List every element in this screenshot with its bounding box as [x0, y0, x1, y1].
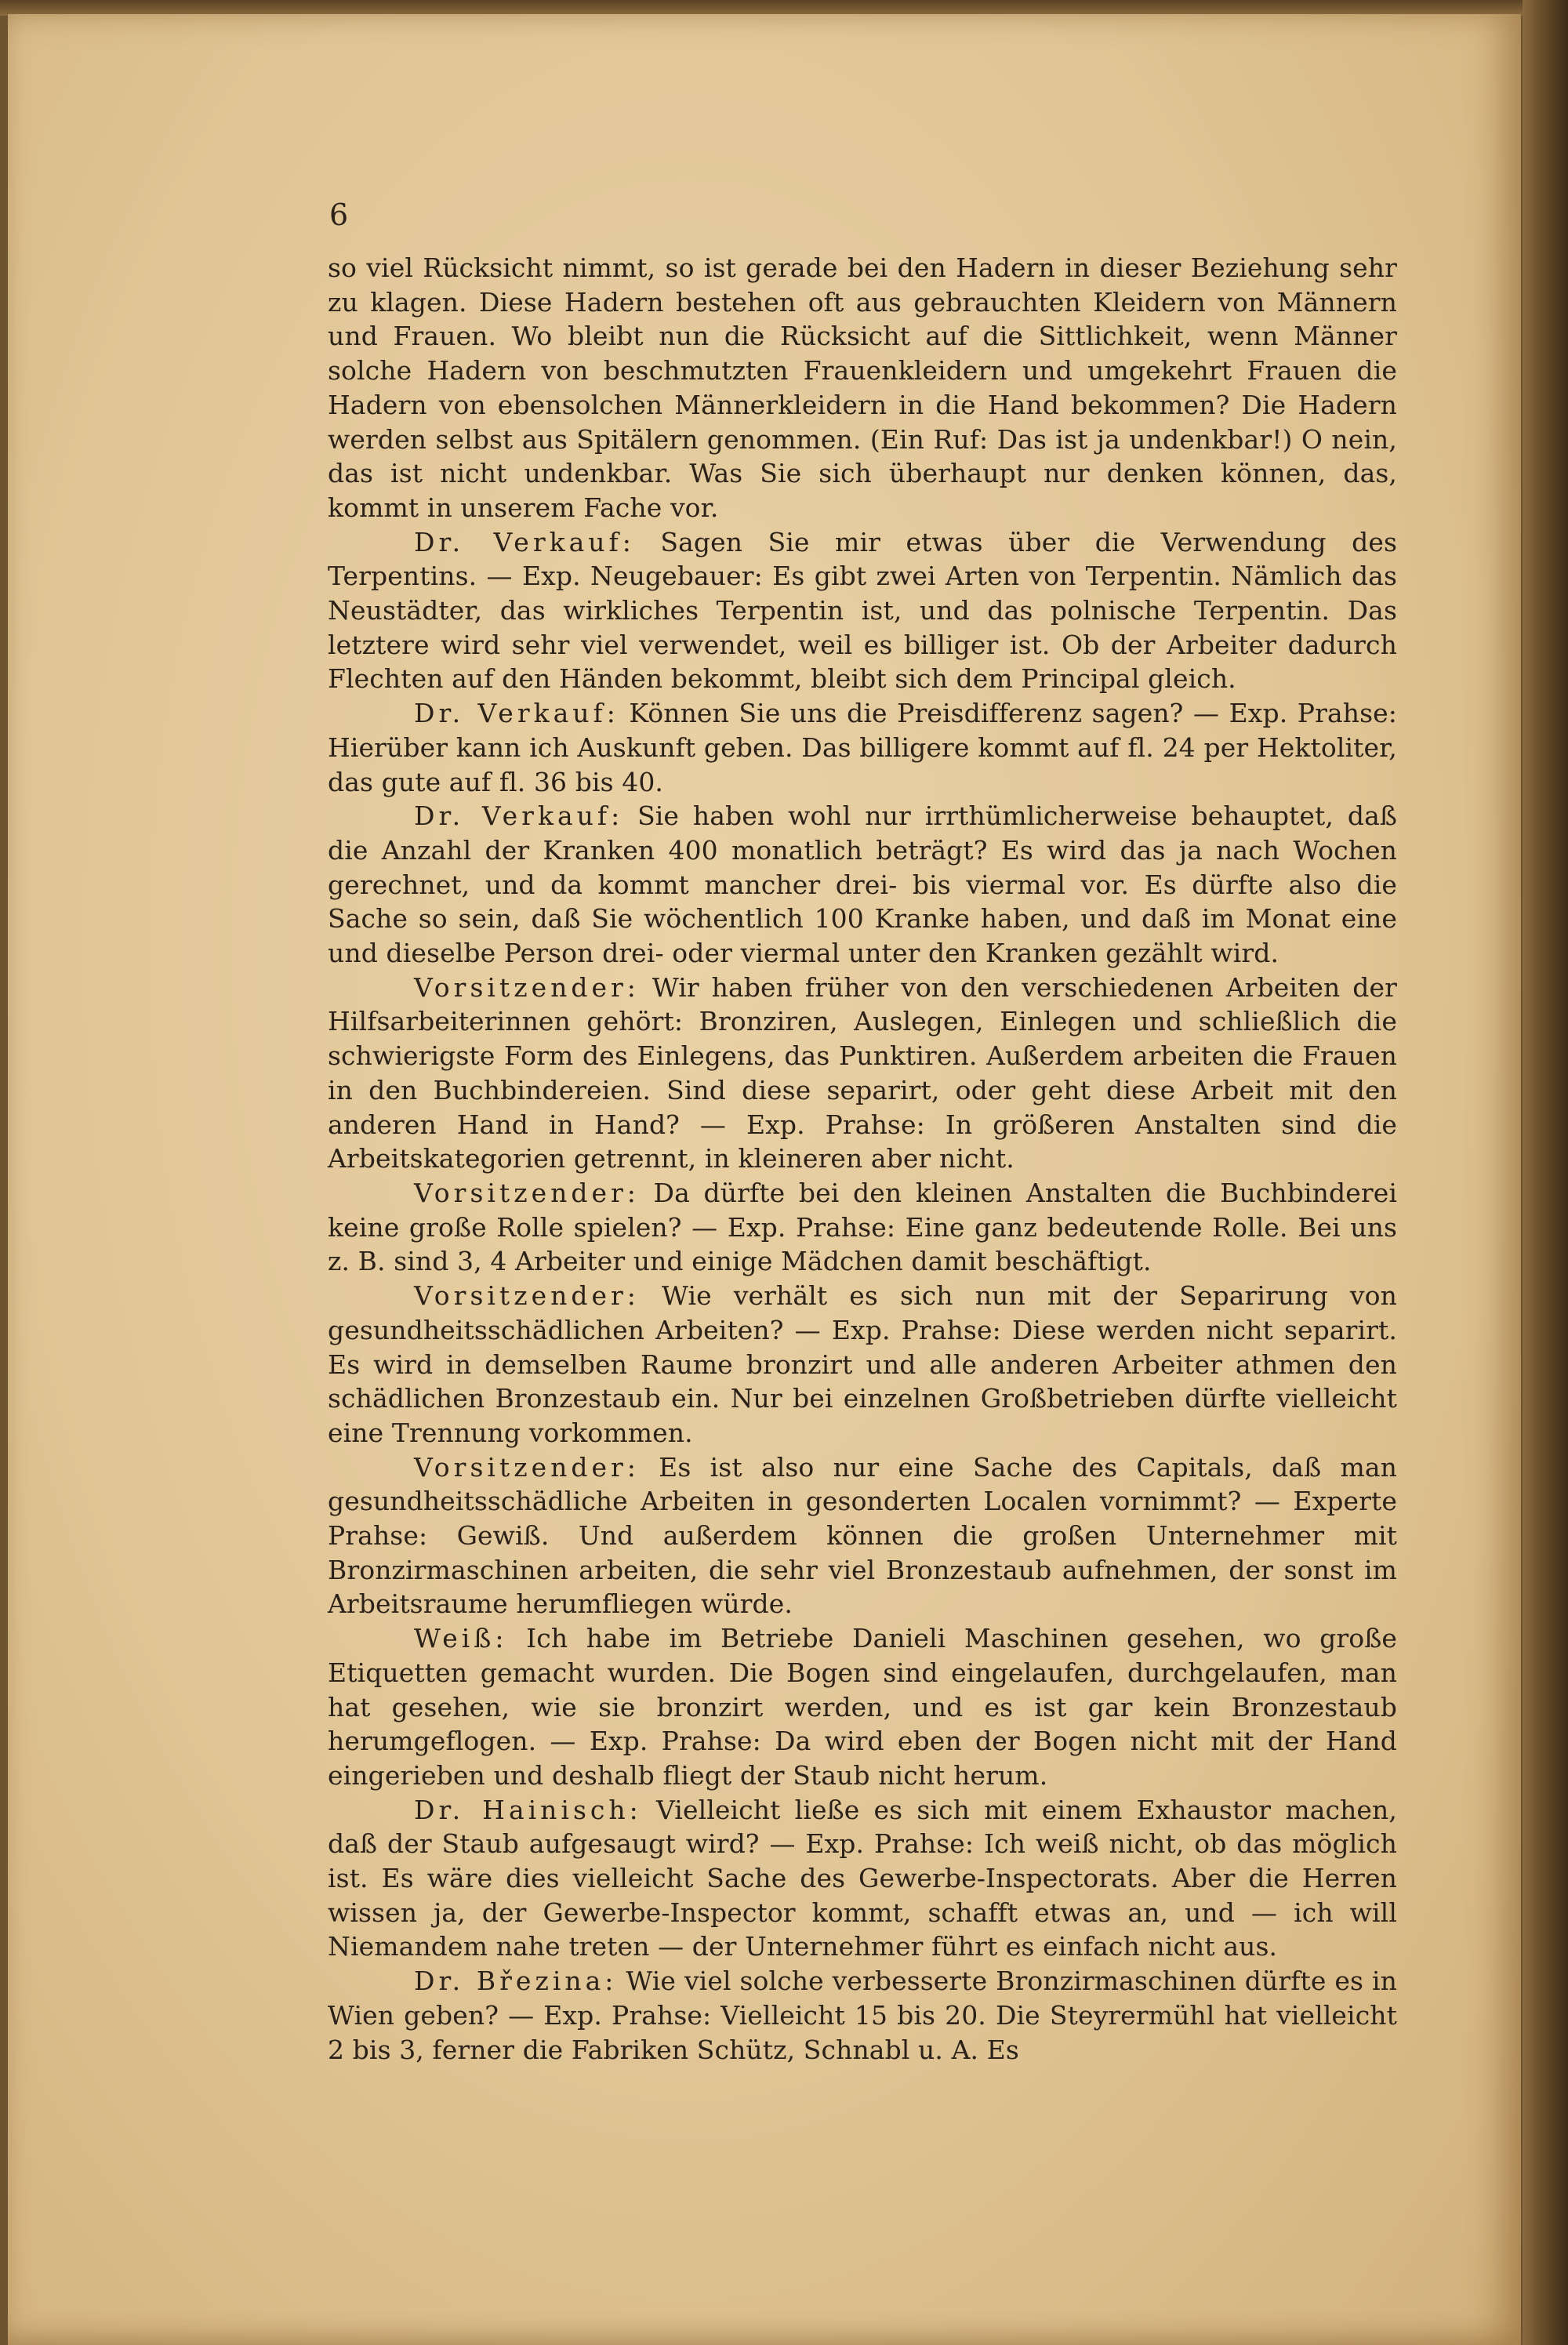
speaker-name: Dr. Hainisch: [414, 1794, 642, 1825]
paragraph-text: Vielleicht ließe es sich mit einem Exhaustor machen, daß der Staub aufgesaugt wird? — Exp. Prahse: Ich weiß nicht, ob das möglich ist. Es wäre dies vielleicht Sache des Gewerbe-Inspectorats. Aber die Herren wissen ja, der Gewerbe-Inspector kommt, schafft etwas an, und — ich will Niemandem nahe treten — der Unternehmer führt es einfach nicht aus. [328, 1794, 1397, 1962]
speaker-name: Vorsitzender: [414, 1451, 640, 1483]
body-text [328, 251, 1397, 2067]
paragraph [328, 1964, 1397, 2067]
paragraph-text: Wie viel solche verbesserte Bronzirmaschinen dürfte es in Wien geben? — Exp. Prahse: Vielleicht 15 bis 20. Die Steyrermühl hat vielleicht 2 bis 3, ferner die Fabriken Schütz, Schnabl u. A. Es [328, 1966, 1397, 2065]
speaker-name: Vorsitzender: [414, 1177, 640, 1208]
speaker-name: Dr. Březina: [414, 1966, 618, 1997]
book-spine [1523, 0, 1568, 2345]
paragraph [328, 251, 1397, 525]
paragraph [328, 1793, 1397, 1965]
speaker-name: Vorsitzender: [414, 1280, 640, 1312]
paragraph-text: Es ist also nur eine Sache des Capitals, daß man gesundheitsschädliche Arbeiten in gesonderten Localen vornimmt? — Experte Prahse: Gewiß. Und außerdem können die großen Unternehmer mit Bronzirmaschinen arbeiten, die sehr viel Bronzestaub aufnehmen, der sonst im Arbeitsraume herumfliegen würde. [328, 1451, 1397, 1620]
paragraph [328, 525, 1397, 697]
paragraph-text: Ich habe im Betriebe Danieli Maschinen gesehen, wo große Etiquetten gemacht wurden. Die Bogen sind eingelaufen, durchgelaufen, man hat gesehen, wie sie bronzirt werden, und es ist gar kein Bronzestaub herumgeflogen. — Exp. Prahse: Da wird eben der Bogen nicht mit der Hand eingerieben und deshalb fliegt der Staub nicht herum. [328, 1623, 1397, 1791]
speaker-name: Dr. Verkauf: [414, 800, 624, 832]
paragraph [328, 971, 1397, 1176]
paragraph [328, 1450, 1397, 1622]
speaker-name: Weiß: [414, 1623, 508, 1654]
speaker-name: Dr. Verkauf: [414, 526, 635, 557]
paragraph [328, 799, 1397, 971]
paragraph-text: Wie verhält es sich nun mit der Separirung von gesundheitsschädlichen Arbeiten? — Exp. Prahse: Diese werden nicht separirt. Es wird in demselben Raume bronzirt und alle anderen Arbeiter athmen den schädlichen Bronzestaub ein. Nur bei einzelnen Großbetrieben dürfte vielleicht eine Trennung vorkommen. [328, 1280, 1397, 1448]
paragraph-text: Wir haben früher von den verschiedenen Arbeiten der Hilfsarbeiterinnen gehört: Bronziren, Auslegen, Einlegen und schließlich die schwierigste Form des Einlegens, das Punktiren. Außerdem arbeiten die Frauen in den Buchbindereien. Sind diese separirt, oder geht diese Arbeit mit den anderen Hand in Hand? — Exp. Prahse: In größeren Anstalten sind die Arbeitskategorien getrennt, in kleineren aber nicht. [328, 971, 1397, 1174]
paragraph [328, 1279, 1397, 1450]
paragraph-text: Können Sie uns die Preisdifferenz sagen? — Exp. Prahse: Hierüber kann ich Auskunft geben. Das billigere kommt auf fl. 24 per Hektoliter, das gute auf fl. 36 bis 40. [328, 698, 1397, 797]
page-number: 6 [329, 198, 349, 232]
paragraph [328, 1621, 1397, 1793]
paragraph-text: so viel Rücksicht nimmt, so ist gerade bei den Hadern in dieser Beziehung sehr zu klagen. Diese Hadern bestehen oft aus gebrauchten Kleidern von Männern und Frauen. Wo bleibt nun die Rücksicht auf die Sittlichkeit, wenn Männer solche Hadern von beschmutzten Frauenkleidern und umgekehrt Frauen die Hadern von ebensolchen Männerkleidern in die Hand bekommen? Die Hadern werden selbst aus Spitälern genommen. (Ein Ruf: Das ist ja undenkbar!) O nein, das ist nicht undenkbar. Was Sie sich überhaupt nur denken können, das, kommt in unserem Fache vor. [328, 252, 1397, 523]
speaker-name: Dr. Verkauf: [414, 698, 619, 729]
paragraph [328, 696, 1397, 799]
paragraph-text: Sie haben wohl nur irrthümlicherweise behauptet, daß die Anzahl der Kranken 400 monatlich beträgt? Es wird das ja nach Wochen gerechnet, und da kommt mancher drei- bis viermal vor. Es dürfte also die Sache so sein, daß Sie wöchentlich 100 Kranke haben, und daß im Monat eine und dieselbe Person drei- oder viermal unter den Kranken gezählt wird. [328, 800, 1397, 969]
top-edge [0, 0, 1568, 16]
paragraph-text: Sagen Sie mir etwas über die Verwendung des Terpentins. — Exp. Neugebauer: Es gibt zwei Arten von Terpentin. Nämlich das Neustädter, das wirkliches Terpentin ist, und das polnische Terpentin. Das letztere wird sehr viel verwendet, weil es billiger ist. Ob der Arbeiter dadurch Flechten auf den Händen bekommt, bleibt sich dem Principal gleich. [328, 526, 1398, 695]
paragraph-text: Da dürfte bei den kleinen Anstalten die Buchbinderei keine große Rolle spielen? — Exp. Prahse: Eine ganz bedeutende Rolle. Bei uns z. B. sind 3, 4 Arbeiter und einige Mädchen damit beschäftigt. [328, 1177, 1397, 1277]
paragraph [328, 1176, 1397, 1279]
speaker-name: Vorsitzender: [414, 971, 640, 1003]
